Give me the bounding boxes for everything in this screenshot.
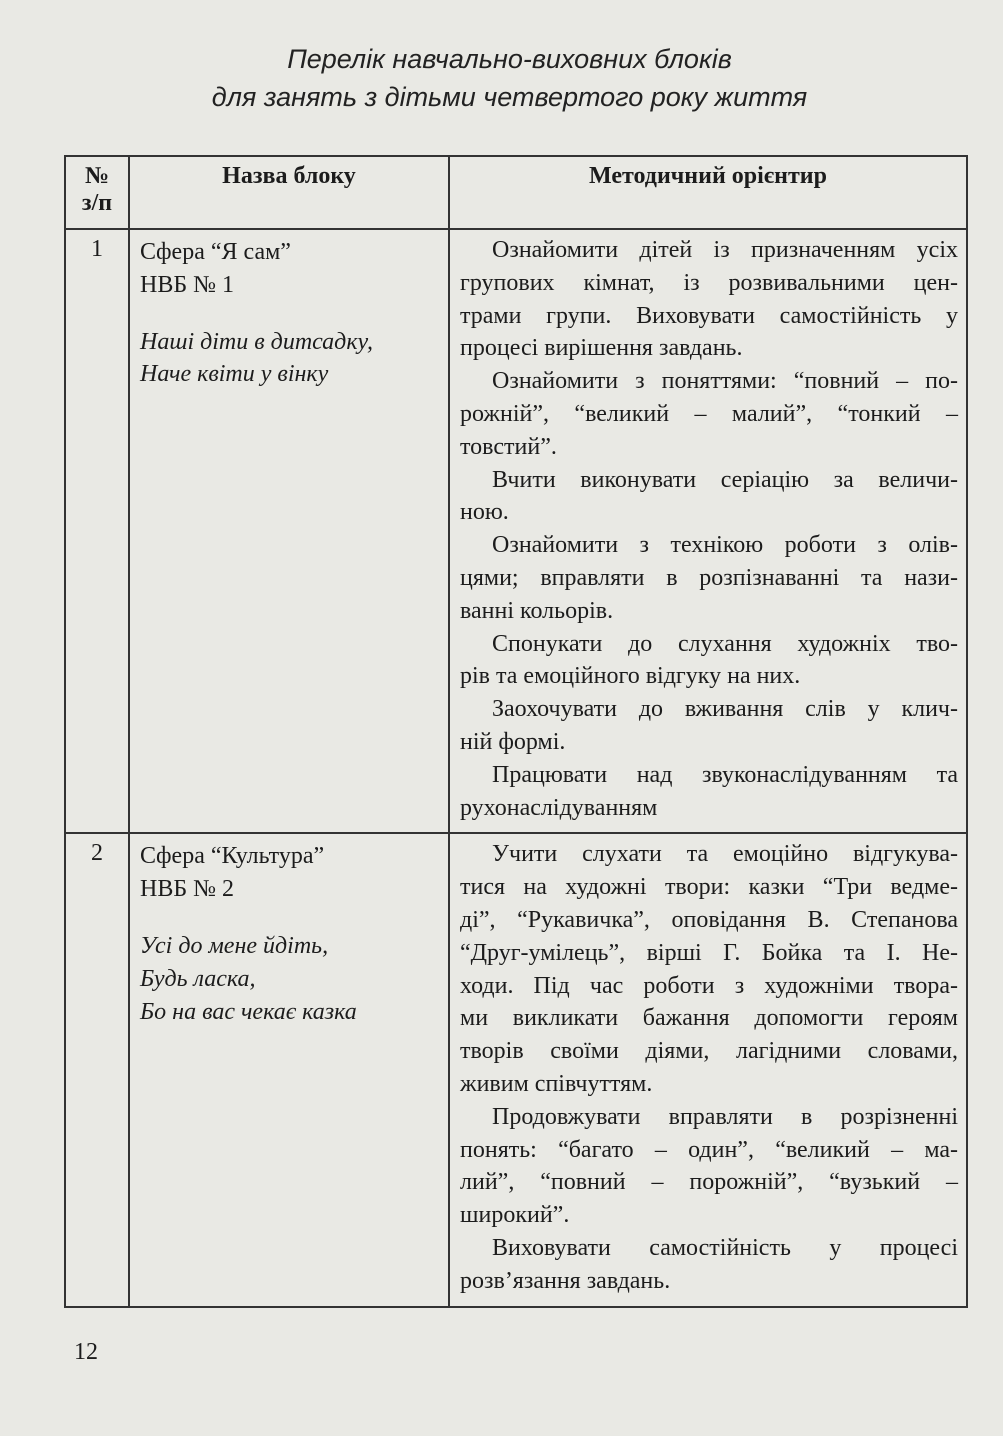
method-paragraph [460, 464, 958, 530]
header-method: Методичний орієнтир [449, 156, 967, 229]
method-line: Ознайомити з поняттями: “повний – по- [492, 368, 958, 395]
motto-line: Наче квіти у вінку [140, 361, 329, 388]
method-paragraph [460, 693, 958, 759]
method-cell [449, 833, 967, 1306]
method-line: Спонукати до слухання художніх тво- [492, 630, 958, 657]
block-name-cell [129, 229, 449, 833]
block-name-cell [129, 833, 449, 1306]
method-line: ми викликати бажання допомогти героям [460, 1005, 958, 1032]
method-line: понять: “багато – один”, “великий – ма- [460, 1136, 958, 1163]
method-line: цями; вправляти в розпізнаванні та нази- [460, 564, 958, 591]
method-line: Ознайомити дітей із призначенням усіх [492, 237, 958, 263]
method-line: групових кімнат, із розвивальними цен- [460, 269, 958, 296]
method-paragraph [460, 1101, 958, 1232]
method-line: Продовжувати вправляти в розрізненні [492, 1103, 958, 1130]
method-line: Учити слухати та емоційно відгукува- [492, 841, 958, 868]
method-line: рів та емоційного відгуку на них. [460, 663, 801, 690]
row-number: 1 [65, 229, 129, 833]
method-line: лий”, “повний – порожній”, “вузький – [460, 1169, 958, 1196]
method-line: творів своїми діями, лагідними словами, [460, 1038, 958, 1065]
method-line: розв’язання завдань. [460, 1267, 671, 1294]
page-title-line-2: для занять з дітьми четвертого року життя [211, 82, 808, 112]
method-line: ною. [460, 499, 509, 526]
motto-line: Наші діти в дитсадку, [140, 328, 374, 355]
motto-line: Будь ласка, [140, 965, 256, 992]
row-number: 2 [65, 833, 129, 1306]
method-line: Заохочувати до вживання слів у клич- [492, 696, 958, 723]
method-line: тися на художні твори: казки “Три ведме- [460, 874, 958, 901]
method-line: широкий”. [460, 1202, 570, 1229]
method-paragraph [460, 234, 958, 365]
page-title-line-1: Перелік навчально-виховних блоків [287, 44, 732, 74]
method-cell [449, 229, 967, 833]
method-line: процесі вирішення завдань. [460, 335, 743, 362]
table-row [65, 229, 967, 833]
method-line: ванні кольорів. [460, 597, 614, 624]
sphere-name: Сфера “Я сам” [140, 239, 291, 265]
table-row [65, 833, 967, 1306]
header-number-line-2: з/п [81, 190, 113, 216]
method-line: трами групи. Виховувати самостійність у [460, 302, 958, 329]
method-line: ді”, “Рукавичка”, оповідання В. Степанова [460, 906, 958, 933]
method-line: Ознайомити з технікою роботи з олів- [492, 532, 958, 559]
page-number: 12 [74, 1339, 98, 1365]
header-number [65, 156, 129, 229]
method-paragraph [460, 1232, 958, 1298]
spacer [140, 302, 448, 326]
method-line: товстий”. [460, 433, 557, 460]
method-paragraph [460, 365, 958, 463]
method-paragraph [460, 838, 958, 1100]
method-line: рухонаслідуванням [460, 794, 658, 821]
method-line: ній формі. [460, 728, 566, 755]
method-line: ходи. Під час роботи з художніми твора- [460, 972, 958, 999]
spacer [140, 906, 448, 930]
table-header-row [65, 156, 967, 229]
motto-line: Бо на вас чекає казка [140, 998, 357, 1025]
method-line: “Друг-умілець”, вірші Г. Бойка та І. Не- [460, 939, 958, 966]
block-code: НВБ № 2 [140, 876, 235, 903]
method-line: рожній”, “великий – малий”, “тонкий – [460, 400, 958, 427]
header-block-name: Назва блоку [129, 156, 449, 229]
header-number-line-1: № [84, 163, 110, 189]
method-line: Працювати над звуконаслідуванням та [492, 761, 958, 788]
block-code: НВБ № 1 [140, 271, 235, 298]
method-paragraph [460, 628, 958, 694]
method-line: Вчити виконувати серіацію за величи- [492, 466, 958, 493]
method-line: живим співчуттям. [460, 1070, 653, 1097]
motto-line: Усі до мене йдіть, [140, 932, 329, 959]
sphere-name: Сфера “Культура” [140, 843, 325, 870]
blocks-table [64, 155, 968, 1308]
method-paragraph [460, 529, 958, 627]
method-line: Виховувати самостійність у процесі [492, 1234, 958, 1261]
method-paragraph [460, 759, 958, 825]
